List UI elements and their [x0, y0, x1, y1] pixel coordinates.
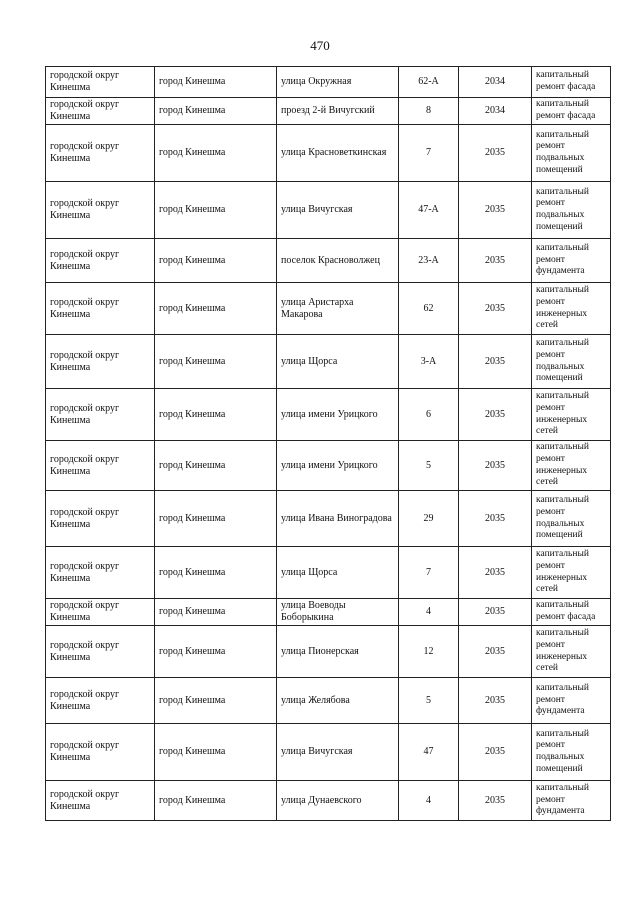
year-cell: 2035	[459, 626, 532, 678]
house-number-cell: 4	[399, 781, 459, 821]
city-cell: город Кинешма	[155, 626, 277, 678]
street-cell: улица Щорса	[277, 335, 399, 389]
city-cell: город Кинешма	[155, 441, 277, 491]
okrug-cell: городской округ Кинешма	[46, 283, 155, 335]
okrug-cell: городской округ Кинешма	[46, 67, 155, 98]
year-cell: 2035	[459, 239, 532, 283]
table-row	[46, 239, 611, 283]
house-number-cell: 23-А	[399, 239, 459, 283]
city-cell: город Кинешма	[155, 547, 277, 599]
table-row	[46, 182, 611, 239]
street-cell: улица Пионерская	[277, 626, 399, 678]
table-row	[46, 491, 611, 547]
house-number-cell: 3-А	[399, 335, 459, 389]
city-cell: город Кинешма	[155, 724, 277, 781]
work-type-cell: капитальный ремонт инженерных сетей	[532, 547, 611, 599]
year-cell: 2035	[459, 491, 532, 547]
year-cell: 2034	[459, 67, 532, 98]
table-row	[46, 335, 611, 389]
table-row	[46, 283, 611, 335]
work-type-cell: капитальный ремонт фундамента	[532, 678, 611, 724]
house-number-cell: 62	[399, 283, 459, 335]
city-cell: город Кинешма	[155, 491, 277, 547]
okrug-cell: городской округ Кинешма	[46, 724, 155, 781]
street-cell: улица Вичугская	[277, 182, 399, 239]
street-cell: улица Аристарха Макарова	[277, 283, 399, 335]
work-type-cell: капитальный ремонт подвальных помещений	[532, 724, 611, 781]
street-cell: улица Красноветкинская	[277, 125, 399, 182]
work-type-cell: капитальный ремонт фасада	[532, 98, 611, 125]
table-row	[46, 678, 611, 724]
house-number-cell: 12	[399, 626, 459, 678]
okrug-cell: городской округ Кинешма	[46, 441, 155, 491]
work-type-cell: капитальный ремонт фундамента	[532, 239, 611, 283]
city-cell: город Кинешма	[155, 781, 277, 821]
work-type-cell: капитальный ремонт инженерных сетей	[532, 389, 611, 441]
year-cell: 2035	[459, 441, 532, 491]
house-number-cell: 6	[399, 389, 459, 441]
year-cell: 2035	[459, 335, 532, 389]
street-cell: улица имени Урицкого	[277, 441, 399, 491]
house-number-cell: 8	[399, 98, 459, 125]
year-cell: 2034	[459, 98, 532, 125]
table-row	[46, 599, 611, 626]
city-cell: город Кинешма	[155, 67, 277, 98]
okrug-cell: городской округ Кинешма	[46, 125, 155, 182]
okrug-cell: городской округ Кинешма	[46, 547, 155, 599]
city-cell: город Кинешма	[155, 182, 277, 239]
okrug-cell: городской округ Кинешма	[46, 98, 155, 125]
work-type-cell: капитальный ремонт инженерных сетей	[532, 283, 611, 335]
year-cell: 2035	[459, 599, 532, 626]
table-row	[46, 125, 611, 182]
street-cell: улица имени Урицкого	[277, 389, 399, 441]
okrug-cell: городской округ Кинешма	[46, 182, 155, 239]
okrug-cell: городской округ Кинешма	[46, 678, 155, 724]
city-cell: город Кинешма	[155, 98, 277, 125]
work-type-cell: капитальный ремонт инженерных сетей	[532, 441, 611, 491]
year-cell: 2035	[459, 389, 532, 441]
registry-table	[45, 66, 611, 821]
house-number-cell: 4	[399, 599, 459, 626]
year-cell: 2035	[459, 283, 532, 335]
table-body	[46, 67, 611, 821]
okrug-cell: городской округ Кинешма	[46, 781, 155, 821]
year-cell: 2035	[459, 724, 532, 781]
page-number: 470	[310, 38, 330, 53]
table-row	[46, 441, 611, 491]
house-number-cell: 29	[399, 491, 459, 547]
year-cell: 2035	[459, 182, 532, 239]
city-cell: город Кинешма	[155, 335, 277, 389]
street-cell: поселок Красноволжец	[277, 239, 399, 283]
work-type-cell: капитальный ремонт подвальных помещений	[532, 182, 611, 239]
house-number-cell: 7	[399, 547, 459, 599]
work-type-cell: капитальный ремонт фасада	[532, 67, 611, 98]
okrug-cell: городской округ Кинешма	[46, 626, 155, 678]
street-cell: улица Вичугская	[277, 724, 399, 781]
city-cell: город Кинешма	[155, 389, 277, 441]
house-number-cell: 5	[399, 678, 459, 724]
house-number-cell: 7	[399, 125, 459, 182]
year-cell: 2035	[459, 781, 532, 821]
table-row	[46, 389, 611, 441]
table-row	[46, 626, 611, 678]
city-cell: город Кинешма	[155, 125, 277, 182]
year-cell: 2035	[459, 547, 532, 599]
street-cell: улица Щорса	[277, 547, 399, 599]
okrug-cell: городской округ Кинешма	[46, 491, 155, 547]
table-row	[46, 781, 611, 821]
city-cell: город Кинешма	[155, 599, 277, 626]
work-type-cell: капитальный ремонт подвальных помещений	[532, 125, 611, 182]
year-cell: 2035	[459, 125, 532, 182]
work-type-cell: капитальный ремонт подвальных помещений	[532, 491, 611, 547]
work-type-cell: капитальный ремонт подвальных помещений	[532, 335, 611, 389]
okrug-cell: городской округ Кинешма	[46, 335, 155, 389]
street-cell: улица Дунаевского	[277, 781, 399, 821]
street-cell: проезд 2-й Вичугский	[277, 98, 399, 125]
okrug-cell: городской округ Кинешма	[46, 599, 155, 626]
table-row	[46, 98, 611, 125]
street-cell: улица Окружная	[277, 67, 399, 98]
table-row	[46, 547, 611, 599]
city-cell: город Кинешма	[155, 678, 277, 724]
work-type-cell: капитальный ремонт инженерных сетей	[532, 626, 611, 678]
work-type-cell: капитальный ремонт фасада	[532, 599, 611, 626]
table-row	[46, 724, 611, 781]
house-number-cell: 62-А	[399, 67, 459, 98]
city-cell: город Кинешма	[155, 283, 277, 335]
city-cell: город Кинешма	[155, 239, 277, 283]
year-cell: 2035	[459, 678, 532, 724]
street-cell: улица Воеводы Боборыкина	[277, 599, 399, 626]
house-number-cell: 47-А	[399, 182, 459, 239]
work-type-cell: капитальный ремонт фундамента	[532, 781, 611, 821]
okrug-cell: городской округ Кинешма	[46, 239, 155, 283]
street-cell: улица Желябова	[277, 678, 399, 724]
house-number-cell: 5	[399, 441, 459, 491]
table-row	[46, 67, 611, 98]
okrug-cell: городской округ Кинешма	[46, 389, 155, 441]
street-cell: улица Ивана Виноградова	[277, 491, 399, 547]
house-number-cell: 47	[399, 724, 459, 781]
